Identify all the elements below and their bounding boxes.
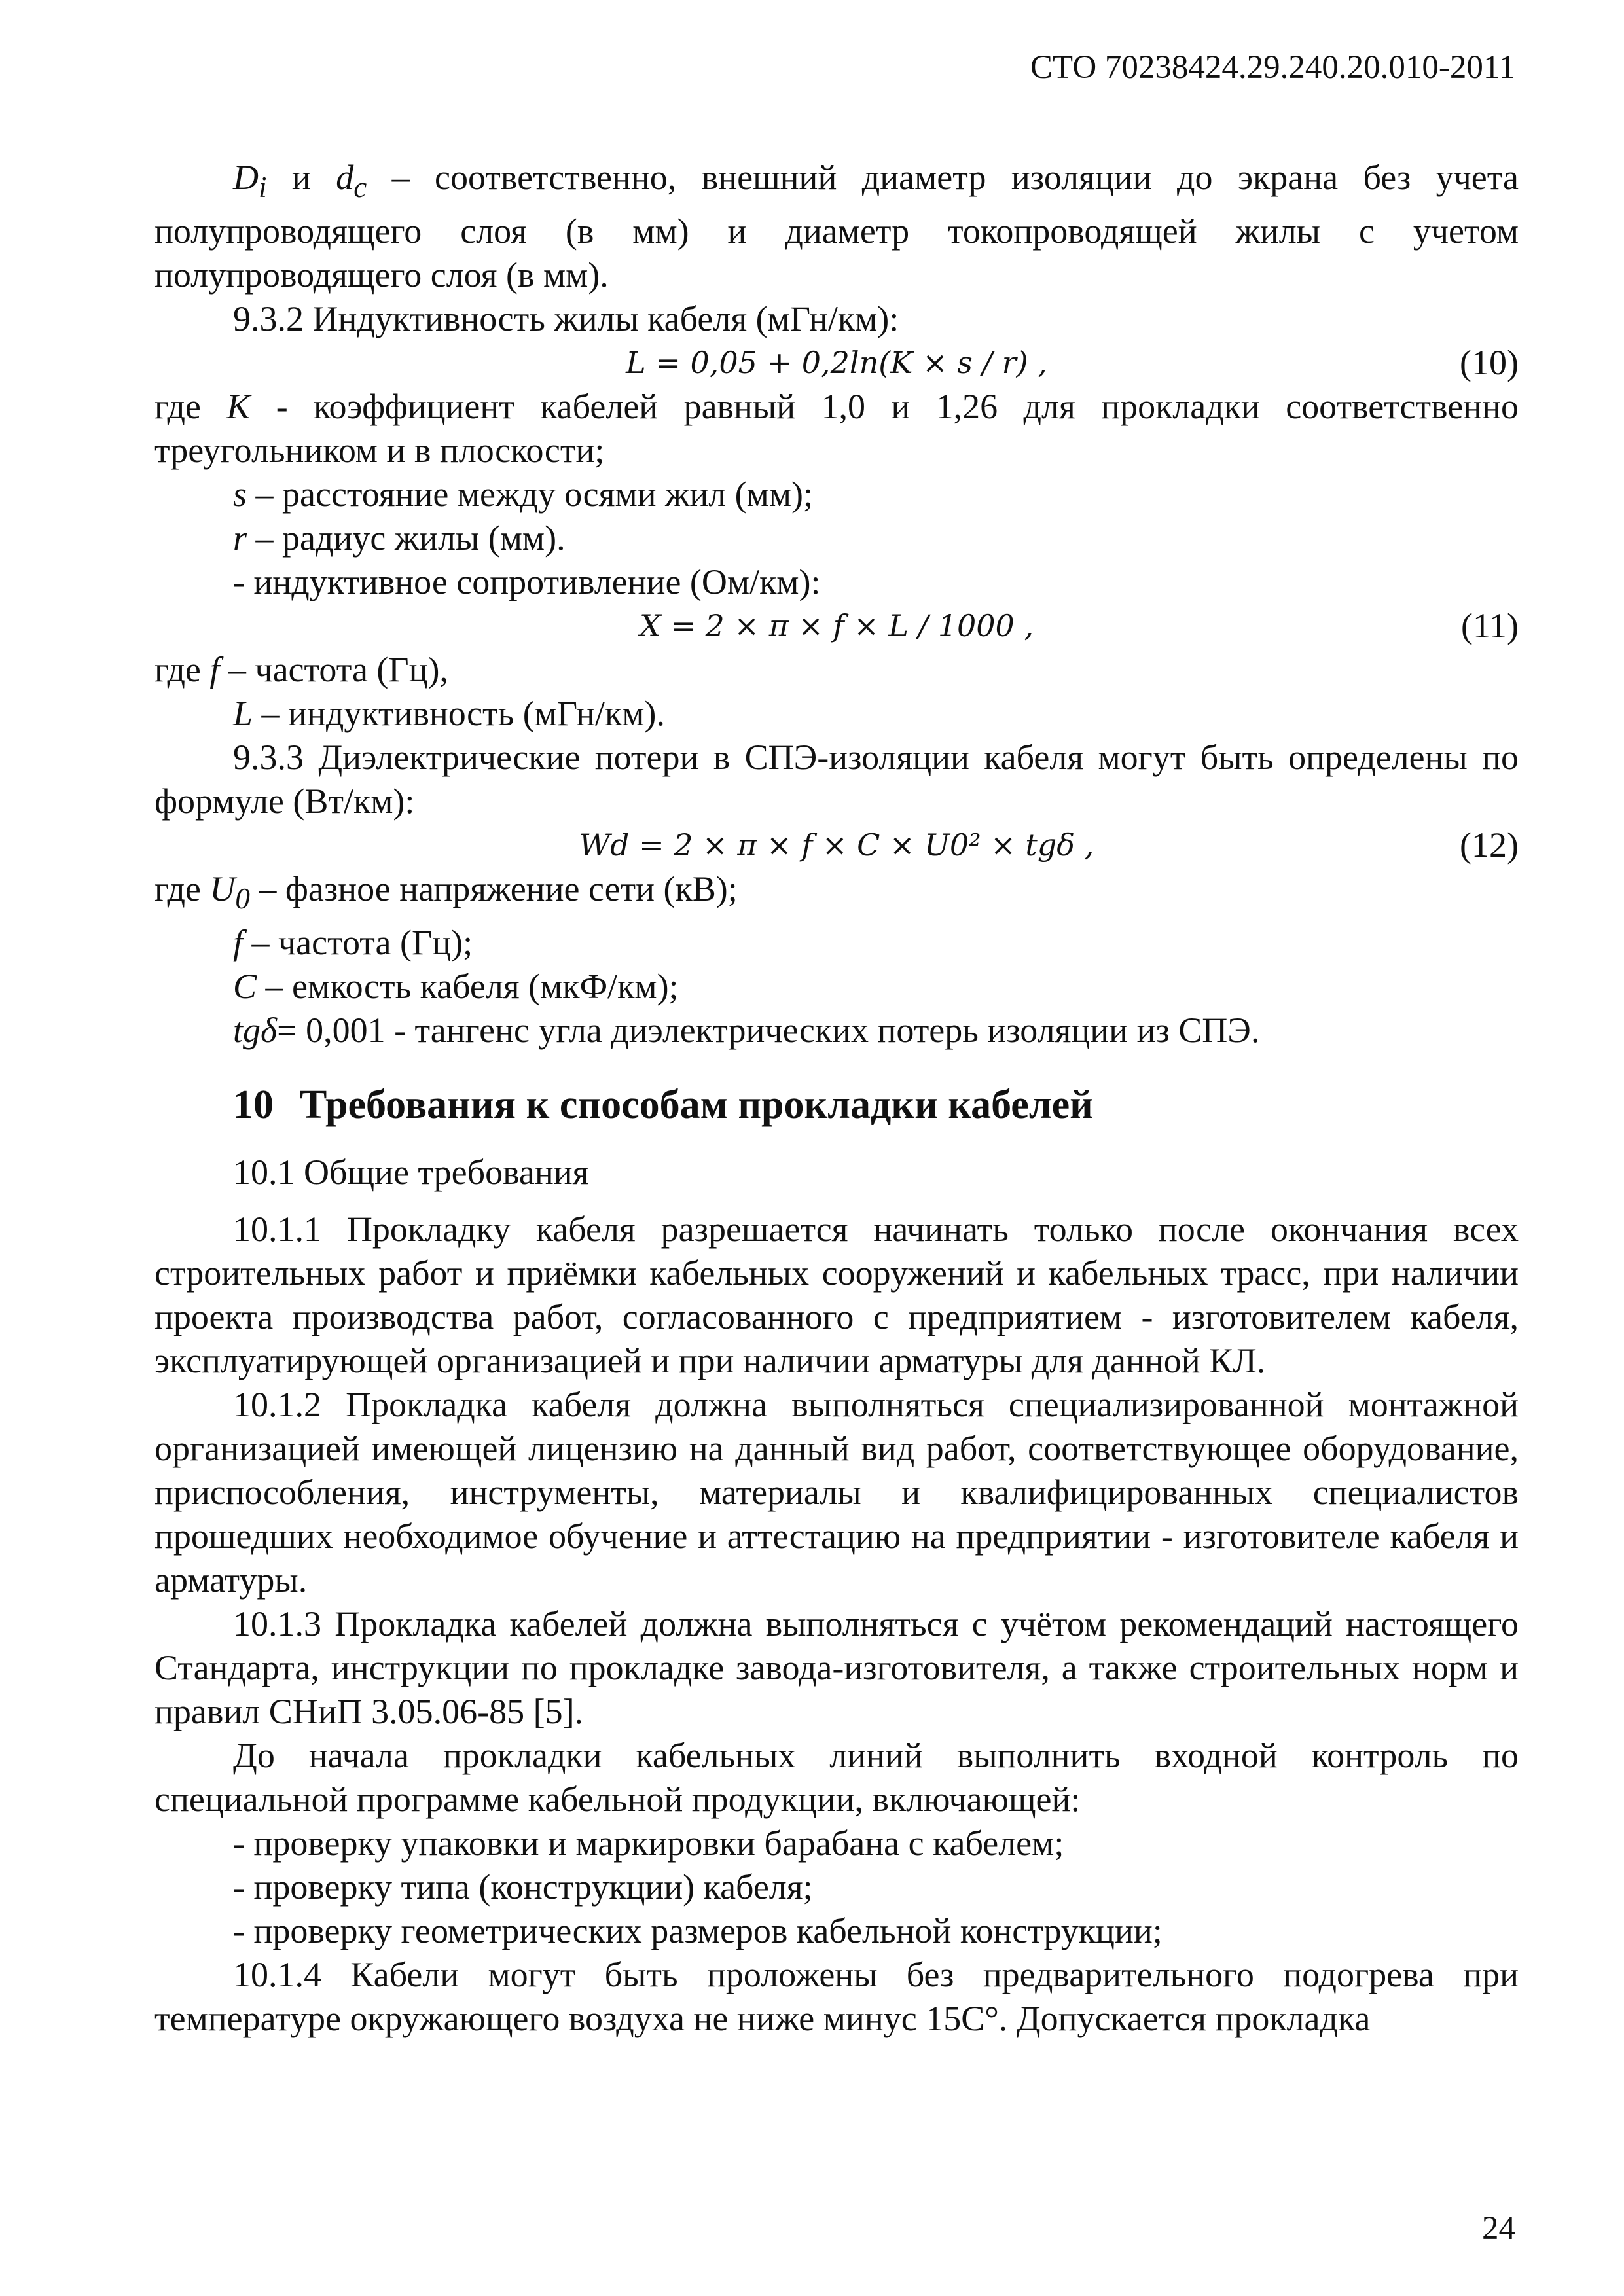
paragraph-9-3-2: 9.3.2 Индуктивность жилы кабеля (мГн/км): xyxy=(233,298,899,338)
section-title: Требования к способам прокладки кабелей xyxy=(300,1082,1093,1127)
section-number: 10 xyxy=(233,1082,274,1127)
list-item: - проверку типа (конструкции) кабеля; xyxy=(233,1867,813,1907)
formula-11-expression: X = 2 × π × f × L / 1000 , xyxy=(639,607,1034,643)
formula-11-number: (11) xyxy=(1461,605,1519,645)
definition-f: где f – частота (Гц), xyxy=(154,649,448,689)
page-content xyxy=(154,156,1519,2041)
formula-10-expression: L = 0,05 + 0,2ln(K × s / r) , xyxy=(626,344,1047,380)
paragraph-10-1-1: 10.1.1 Прокладку кабеля разрешается начинать только после окончания всех строительных работ и приёмки кабельных сооружений и кабельных трасс, при наличии проекта производства работ, согласованного с предприятием - изготовителем кабеля, эксплуатирующей организацией и при наличии арматуры для данной КЛ. xyxy=(154,1209,1519,1380)
formula-10-number: (10) xyxy=(1460,342,1519,382)
var-di: $D_i$ xyxy=(233,158,267,204)
document-header: СТО 70238424.29.240.20.010-2011 xyxy=(1030,49,1515,86)
list-item: - проверку упаковки и маркировки барабана с кабелем; xyxy=(233,1823,1064,1863)
paragraph-10-1-3: 10.1.3 Прокладка кабелей должна выполняться с учётом рекомендаций настоящего Стандарта, инструкции по прокладке завода-изготовителя, а также строительных норм и правил СНиП 3.05.06-85 [5]. xyxy=(154,1604,1519,1731)
formula-10 xyxy=(154,341,1519,385)
definition-tg-delta: tgδ= 0,001 - тангенс угла диэлектрических потерь изоляции из СПЭ. xyxy=(233,1010,1260,1050)
formula-12 xyxy=(154,823,1519,867)
paragraph-10-1-4: 10.1.4 Кабели могут быть проложены без предварительного подогрева при температуре окружающего воздуха не ниже минус 15С°. Допускается прокладка xyxy=(154,1954,1519,2038)
definition-r: r – радиус жилы (мм). xyxy=(233,518,566,558)
definition-s: s – расстояние между осями жил (мм); xyxy=(233,474,813,514)
definition-u0: где $U_0$ – фазное напряжение сети (кВ); xyxy=(154,869,738,915)
formula-12-expression: Wd = 2 × π × f × C × U0² × tgδ , xyxy=(579,827,1094,863)
definition-C: C – емкость кабеля (мкФ/км); xyxy=(233,966,679,1006)
definition-f-2: f – частота (Гц); xyxy=(233,922,473,962)
section-heading xyxy=(154,1079,1519,1131)
paragraph-9-3-3: 9.3.3 Диэлектрические потери в СПЭ-изоляции кабеля могут быть определены по формуле (Вт/км): xyxy=(154,737,1519,821)
formula-12-number: (12) xyxy=(1460,825,1519,865)
list-item-inductive-resistance: - индуктивное сопротивление (Ом/км): xyxy=(233,562,821,601)
page-number: 24 xyxy=(1482,2210,1515,2247)
paragraph-10-1-2: 10.1.2 Прокладка кабеля должна выполняться специализированной монтажной организацией имеющей лицензию на данный вид работ, соответствующее оборудование, приспособления, инструменты, материалы и квалифицированных специалистов прошедших необходимое обучение и аттестацию на предприятии - изготовителе кабеля и арматуры. xyxy=(154,1384,1519,1600)
formula-11 xyxy=(154,604,1519,648)
subsection-10-1: 10.1 Общие требования xyxy=(233,1152,589,1192)
paragraph-where-k: где K - коэффициент кабелей равный 1,0 и 1,26 для прокладки соответственно треугольником и в плоскости; xyxy=(154,386,1519,470)
paragraph-di-dc: $D_i$ и $d_c$ – соответственно, внешний диаметр изоляции до экрана без учета полупроводящего слоя (в мм) и диаметр токопроводящей жилы с учетом полупроводящего слоя (в мм). xyxy=(154,158,1519,295)
definition-L: L – индуктивность (мГн/км). xyxy=(233,693,665,733)
var-dc: $d_c$ xyxy=(336,158,367,204)
list-item: - проверку геометрических размеров кабельной конструкции; xyxy=(233,1910,1163,1950)
paragraph-input-control: До начала прокладки кабельных линий выполнить входной контроль по специальной программе кабельной продукции, включающей: xyxy=(154,1735,1519,1819)
